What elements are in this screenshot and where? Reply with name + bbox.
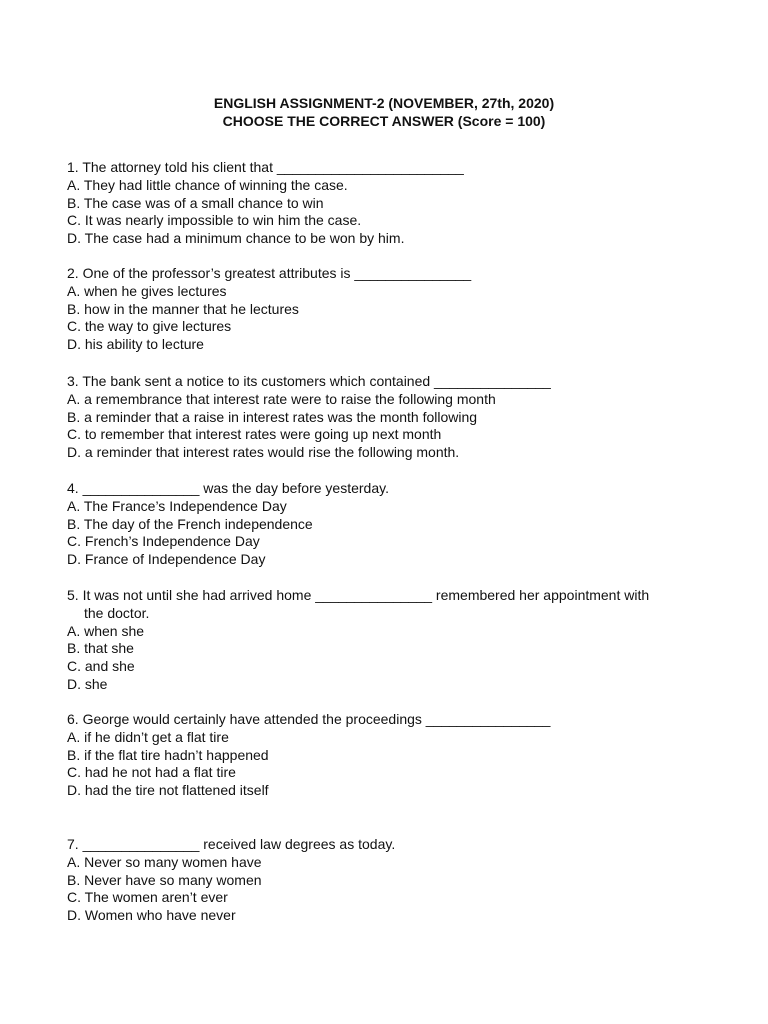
answer-option-a: A. a remembrance that interest rate were to raise the following month: [67, 390, 496, 407]
question-stem: 6. George would certainly have attended the proceedings ________________: [67, 711, 551, 727]
answer-option-d: D. Women who have never: [67, 907, 236, 924]
question-7: [67, 836, 707, 925]
question-stem: 1. The attorney told his client that ________________________: [67, 159, 464, 175]
question-6: [67, 711, 707, 800]
question-5: [67, 587, 707, 694]
answer-option-a: A. when she: [67, 622, 145, 639]
question-stem: 2. One of the professor’s greatest attributes is _______________: [67, 265, 472, 281]
answer-option-b: B. The day of the French independence: [67, 515, 313, 532]
answer-option-a: A. if he didn’t get a flat tire: [67, 728, 229, 745]
question-2: [67, 265, 707, 354]
answer-option-d: D. his ability to lecture: [67, 336, 204, 353]
answer-option-b: B. that she: [67, 640, 134, 657]
answer-option-b: B. a reminder that a raise in interest rates was the month following: [67, 408, 478, 425]
document-header: [0, 94, 768, 130]
question-4: [67, 480, 707, 569]
question-stem: 5. It was not until she had arrived home _______________ remembered her appointment with: [67, 587, 650, 603]
answer-option-b: B. how in the manner that he lectures: [67, 300, 299, 317]
assignment-title: ENGLISH ASSIGNMENT-2 (NOVEMBER, 27th, 2020): [213, 95, 555, 111]
question-stem-continuation: the doctor.: [84, 604, 150, 621]
answer-option-d: D. a reminder that interest rates would rise the following month.: [67, 444, 460, 461]
answer-option-c: C. and she: [67, 658, 135, 675]
answer-option-a: A. They had little chance of winning the case.: [67, 176, 348, 193]
answer-option-d: D. France of Independence Day: [67, 551, 266, 568]
answer-option-d: D. she: [67, 675, 108, 692]
answer-option-d: D. The case had a minimum chance to be won by him.: [67, 230, 405, 247]
answer-option-c: C. the way to give lectures: [67, 318, 232, 335]
answer-option-b: B. if the flat tire hadn’t happened: [67, 746, 269, 763]
instructions-title: CHOOSE THE CORRECT ANSWER (Score = 100): [222, 113, 546, 129]
question-3: [67, 373, 707, 462]
answer-option-c: C. The women aren’t ever: [67, 889, 228, 906]
question-stem: 4. _______________ was the day before yesterday.: [67, 480, 389, 496]
answer-option-b: B. The case was of a small chance to win: [67, 194, 324, 211]
answer-option-c: C. had he not had a flat tire: [67, 764, 236, 781]
answer-option-a: A. The France’s Independence Day: [67, 497, 287, 514]
answer-option-d: D. had the tire not flattened itself: [67, 782, 269, 799]
answer-option-c: C. to remember that interest rates were going up next month: [67, 426, 442, 443]
question-stem: 7. _______________ received law degrees as today.: [67, 836, 396, 852]
answer-option-c: C. It was nearly impossible to win him the case.: [67, 212, 362, 229]
question-1: [67, 159, 707, 248]
answer-option-a: A. Never so many women have: [67, 853, 262, 870]
answer-option-b: B. Never have so many women: [67, 871, 262, 888]
answer-option-a: A. when he gives lectures: [67, 282, 227, 299]
answer-option-c: C. French’s Independence Day: [67, 533, 260, 550]
question-stem: 3. The bank sent a notice to its customers which contained _______________: [67, 373, 551, 389]
